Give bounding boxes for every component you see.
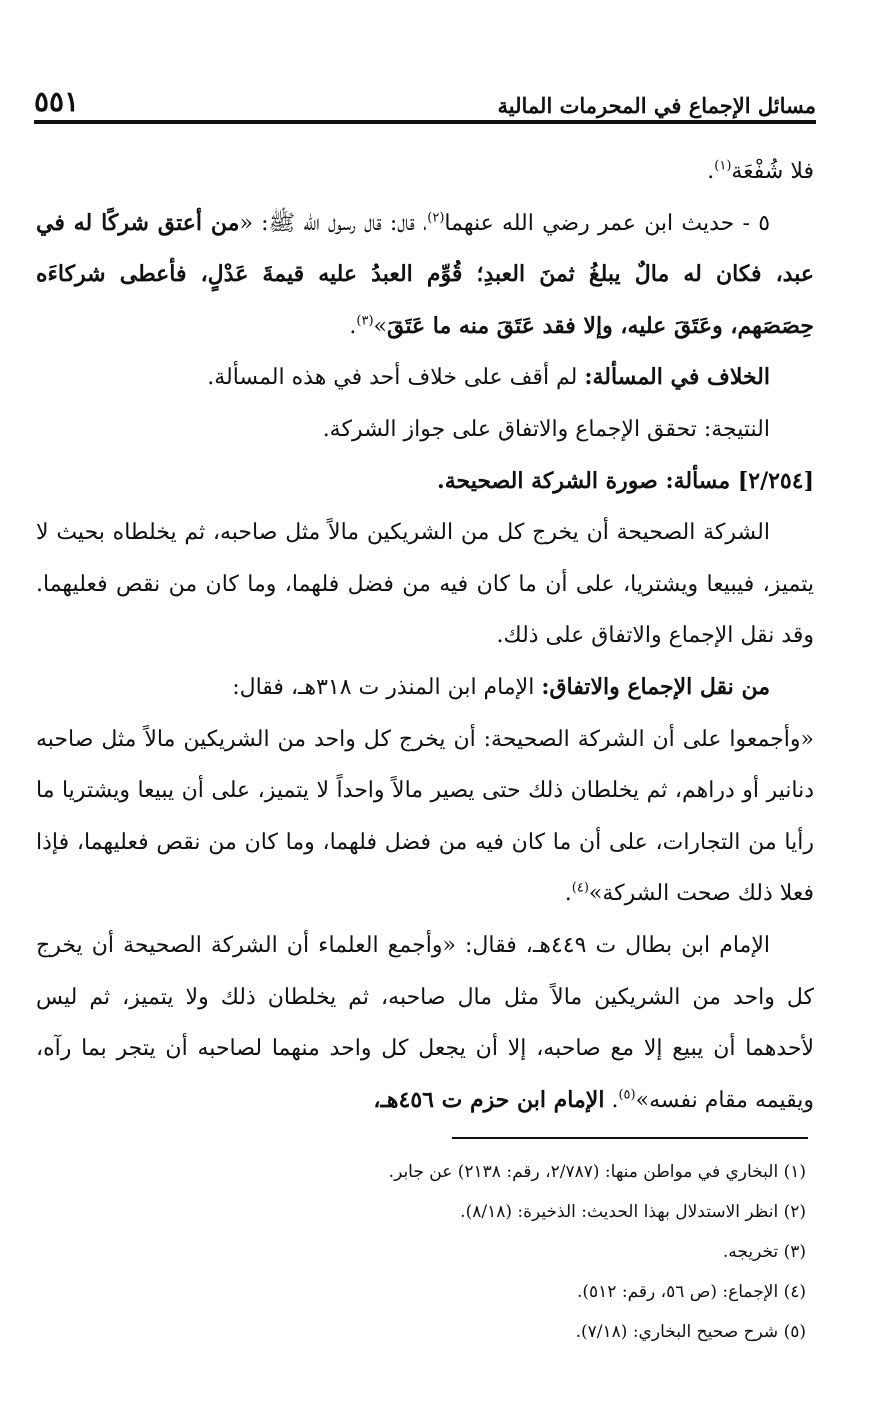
hadith-intro: ٥ - حديث ابن عمر رضي الله عنهما bbox=[444, 210, 771, 236]
issue-heading: [٢/٢٥٤] مسألة: صورة الشركة الصحيحة. bbox=[437, 467, 814, 494]
main-text bbox=[36, 146, 814, 1126]
result-text: النتيجة: تحقق الإجماع والاتفاق على جواز الشركة. bbox=[322, 416, 770, 442]
ibn-battal-quote: وأجمع العلماء أن الشركة الصحيحة أن يخرج كل واحد من الشريكين مالاً مثل مال صاحبه، ثم يخلطان ذلك ولا يتميز، ثم ليس لأحدهما أن يبيع إلا مع صاحبه، إلا أن يجعل كل واحد منهما لصاحبه أن يتجر بما رآه، ويقيمه مقام نفسه bbox=[36, 932, 814, 1113]
page-number: ٥٥١ bbox=[34, 85, 80, 118]
footnote-ref-2[interactable]: (٢) bbox=[427, 210, 445, 226]
naql-label: من نقل الإجماع والاتفاق: bbox=[541, 673, 770, 700]
footnote-3: (٣) تخريجه. bbox=[722, 1242, 806, 1262]
header-rule bbox=[34, 120, 816, 124]
footnotes bbox=[36, 1152, 814, 1352]
paragraph-result bbox=[36, 404, 814, 456]
paragraph-naql bbox=[36, 662, 814, 714]
page-header bbox=[34, 68, 816, 116]
paragraph-ibn-battal: الإمام ابن بطال ت ٤٤٩هـ، فقال: «وأجمع العلماء أن الشركة الصحيحة أن يخرج كل واحد من الشريكين مالاً مثل مال صاحبه، ثم يخلطان ذلك ولا يتميز، ثم ليس لأحدهما أن يبيع إلا مع صاحبه، إلا أن يجعل كل واحد منهما لصاحبه أن يتجر بما رآه، ويقيمه مقام نفسه»$^{(٥)}$. الإمام ابن حزم ت ٤٥٦هـ، bbox=[36, 932, 814, 1113]
paragraph-sahiha: الشركة الصحيحة أن يخرج كل من الشريكين مالاً مثل صاحبه، ثم يخلطاه بحيث لا يتميز، فيبيعا ويشتريا، على أن ما كان فيه من فضل فلهما، وما كان من نقص فعليهما. وقد نقل الإجماع والاتفاق على ذلك. bbox=[36, 520, 814, 649]
khilaf-text: لم أقف على خلاف أحد في هذه المسألة. bbox=[207, 365, 585, 391]
naql-text: الإمام ابن المنذر ت ٣١٨هـ، فقال: bbox=[232, 674, 542, 700]
footnote-ref-1[interactable]: (١) bbox=[714, 158, 732, 174]
footnote-separator bbox=[452, 1137, 808, 1139]
paragraph-hadith: ٥ - حديث ابن عمر رضي الله عنهما$^{(٢)}$، قال: قال رسول الله ﷺ: «من أعتق شركًا له في عبد، فكان له مالٌ يبلغُ ثمنَ العبدِ؛ قُوِّم العبدُ عليه قيمةَ عَدْلٍ، فأعطى شركاءَه حِصَصَهم، وعَتَقَ عليه، وإلا فقد عَتَقَ منه ما عَتَقَ»$^{(٣)}$. bbox=[36, 209, 814, 339]
footnote-4: (٤) الإجماع: (ص ٥٦، رقم: ٥١٢). bbox=[576, 1282, 806, 1302]
footnote-ref-5[interactable]: (٥) bbox=[618, 1087, 636, 1103]
ibn-mundhir-quote: وأجمعوا على أن الشركة الصحيحة: أن يخرج كل واحد من الشريكين مالاً مثل صاحبه دنانير أو دراهم، ثم يخلطان ذلك حتى يصير مالاً واحداً لا يتميز، على أن يبيعا ويشتريا ما رأيا من التجارات، على أن ما كان فيه من فضل فلهما، وما كان من نقص فعليهما، فإذا فعلا ذلك صحت الشركة bbox=[36, 726, 814, 907]
ibn-battal-intro: الإمام ابن بطال ت ٤٤٩هـ، فقال: « bbox=[442, 932, 771, 958]
paragraph-khilaf bbox=[36, 352, 814, 404]
footnote-2: (٢) انظر الاستدلال بهذا الحديث: الذخيرة: (٨/١٨). bbox=[460, 1202, 806, 1222]
paragraph-ibn-mundhir: «وأجمعوا على أن الشركة الصحيحة: أن يخرج كل واحد من الشريكين مالاً مثل صاحبه دنانير أو دراهم، ثم يخلطان ذلك حتى يصير مالاً واحداً لا يتميز، على أن يبيعا ويشتريا ما رأيا من التجارات، على أن ما كان فيه من فضل فلهما، وما كان من نقص فعليهما، فإذا فعلا ذلك صحت الشركة»$^{(٤)}$. bbox=[36, 726, 814, 907]
khilaf-label: الخلاف في المسألة: bbox=[584, 364, 770, 391]
hadith-text: من أعتق شركًا له في عبد، فكان له مالٌ يبلغُ ثمنَ العبدِ؛ قُوِّم العبدُ عليه قيمةَ عَدْلٍ، فأعطى شركاءَه حِصَصَهم، وعَتَقَ عليه، وإلا فقد عَتَقَ منه ما عَتَقَ bbox=[36, 209, 814, 339]
footnote-ref-4[interactable]: (٤) bbox=[571, 880, 589, 896]
shufa-text: فلا شُفْعَة bbox=[731, 159, 814, 184]
running-title: مسائل الإجماع في المحرمات المالية bbox=[497, 93, 816, 118]
footnote-5: (٥) شرح صحيح البخاري: (٧/١٨). bbox=[575, 1322, 806, 1342]
paragraph-shufa: فلا شُفْعَة$^{(١)}$. bbox=[707, 158, 814, 184]
footnote-ref-3[interactable]: (٣) bbox=[356, 313, 374, 329]
footnote-1: (١) البخاري في مواطن منها: (٢/٧٨٧، رقم: ٢١٣٨) عن جابر. bbox=[388, 1162, 806, 1182]
ibn-hazm-text: الإمام ابن حزم ت ٤٥٦هـ، bbox=[373, 1086, 605, 1113]
